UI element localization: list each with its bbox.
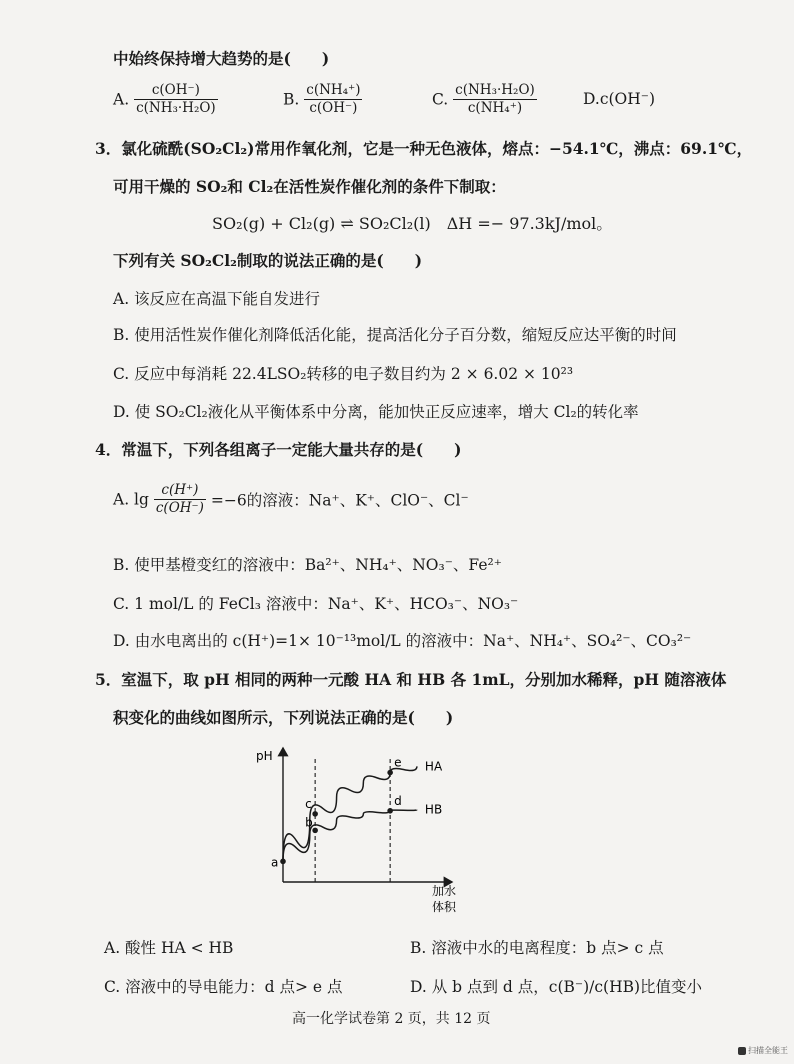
scanner-watermark-text: 扫描全能王 bbox=[748, 1046, 788, 1055]
page-footer: 高一化学试卷第 2 页，共 12 页 bbox=[292, 1011, 491, 1027]
series-line-hb bbox=[283, 810, 417, 862]
q2-option-c-denominator: c(NH₄⁺) bbox=[467, 100, 523, 116]
q2-option-d-label: D. bbox=[583, 90, 600, 108]
q3-option-d: D. 使 SO₂Cl₂液化从平衡体系中分离，能加快正反应速率，增大 Cl₂的转化率 bbox=[113, 403, 639, 421]
q2-option-c bbox=[432, 82, 537, 117]
q2-option-d bbox=[583, 90, 655, 108]
series-label-hb: HB bbox=[424, 802, 443, 817]
x-axis-label-line2: 体积 bbox=[432, 900, 457, 914]
q4-option-a-denominator: c(OH⁻) bbox=[155, 500, 204, 516]
q5-option-c: C. 溶液中的导电能力：d 点> e 点 bbox=[104, 978, 343, 996]
q2-option-a-fraction bbox=[134, 82, 218, 117]
q5-line2: 积变化的曲线如图所示，下列说法正确的是( ) bbox=[113, 708, 454, 727]
point-c bbox=[312, 811, 318, 817]
q2-option-b-numerator: c(NH₄⁺) bbox=[306, 82, 361, 98]
scanner-watermark bbox=[738, 1045, 788, 1056]
q4-option-a-label: A. lg bbox=[113, 490, 149, 509]
q4-option-d: D. 由水电离出的 c(H⁺)=1× 10⁻¹³mol/L 的溶液中：Na⁺、NH₄⁺、SO₄²⁻、CO₃²⁻ bbox=[113, 632, 692, 650]
q3-equation: SO₂(g) + Cl₂(g) ⇌ SO₂Cl₂(l) ΔH =− 97.3kJ/mol。 bbox=[212, 214, 613, 233]
point-b bbox=[312, 828, 318, 834]
q2-option-b-denominator: c(OH⁻) bbox=[309, 100, 358, 116]
q2-option-d-text: c(OH⁻) bbox=[599, 90, 655, 108]
q3-question: 下列有关 SO₂Cl₂制取的说法正确的是( ) bbox=[113, 251, 423, 270]
q4-stem: 4．常温下，下列各组离子一定能大量共存的是( ) bbox=[95, 440, 462, 459]
q2-option-b-fraction bbox=[304, 82, 362, 117]
point-label-c: c bbox=[305, 796, 312, 811]
q4-option-a-rest: =−6的溶液：Na⁺、K⁺、ClO⁻、Cl⁻ bbox=[210, 491, 469, 510]
q3-option-a: A. 该反应在高温下能自发进行 bbox=[113, 290, 321, 308]
q2-option-c-label: C. bbox=[432, 90, 449, 109]
point-label-b: b bbox=[305, 815, 313, 830]
q5-option-a: A. 酸性 HA < HB bbox=[104, 939, 234, 957]
y-axis-label: pH bbox=[256, 749, 273, 763]
x-axis-label-line1: 加水 bbox=[432, 884, 457, 898]
q5-line1: 5．室温下，取 pH 相同的两种一元酸 HA 和 HB 各 1mL，分别加水稀释，pH 随溶液体 bbox=[95, 670, 727, 689]
q2-option-c-fraction bbox=[453, 82, 537, 117]
q4-option-c: C. 1 mol/L 的 FeCl₃ 溶液中：Na⁺、K⁺、HCO₃⁻、NO₃⁻ bbox=[113, 595, 519, 613]
point-a bbox=[280, 859, 286, 865]
series-label-ha: HA bbox=[424, 759, 443, 774]
q2-option-a-label: A. bbox=[113, 90, 130, 109]
point-e bbox=[387, 770, 393, 776]
q4-option-b: B. 使甲基橙变红的溶液中：Ba²⁺、NH₄⁺、NO₃⁻、Fe²⁺ bbox=[113, 556, 502, 574]
q5-option-b: B. 溶液中水的电离程度：b 点> c 点 bbox=[410, 939, 664, 957]
q5-option-d: D. 从 b 点到 d 点，c(B⁻)/c(HB)比值变小 bbox=[410, 978, 703, 996]
point-label-d: d bbox=[394, 793, 402, 808]
q2-option-b bbox=[283, 82, 362, 117]
scanner-logo-icon bbox=[738, 1047, 746, 1055]
q2-option-c-numerator: c(NH₃·H₂O) bbox=[455, 82, 535, 98]
q3-line2: 可用干燥的 SO₂和 Cl₂在活性炭作催化剂的条件下制取： bbox=[113, 177, 506, 196]
q3-option-b: B. 使用活性炭作催化剂降低活化能，提高活化分子百分数，缩短反应达平衡的时间 bbox=[113, 326, 677, 344]
q3-option-c: C. 反应中每消耗 22.4LSO₂转移的电子数目约为 2 × 6.02 × 10²³ bbox=[113, 365, 574, 383]
q3-line1: 3．氯化硫酰(SO₂Cl₂)常用作氧化剂，它是一种无色液体，熔点：−54.1℃，沸点：69.1℃， bbox=[95, 139, 753, 158]
q2-option-a-denominator: c(NH₃·H₂O) bbox=[136, 100, 216, 116]
q2-stem-tail: 中始终保持增大趋势的是( ) bbox=[113, 49, 330, 68]
q2-option-a-numerator: c(OH⁻) bbox=[134, 82, 218, 100]
q2-option-a bbox=[113, 82, 218, 117]
point-label-e: e bbox=[394, 755, 402, 770]
q4-option-a-numerator: c(H⁺) bbox=[154, 482, 206, 500]
ph-dilution-chart bbox=[240, 740, 480, 915]
q4-option-a bbox=[113, 482, 469, 517]
point-d bbox=[387, 808, 393, 814]
q2-option-b-label: B. bbox=[283, 90, 300, 109]
series-line-ha bbox=[283, 766, 417, 861]
q4-option-a-fraction bbox=[154, 482, 206, 517]
point-label-a: a bbox=[271, 855, 279, 870]
